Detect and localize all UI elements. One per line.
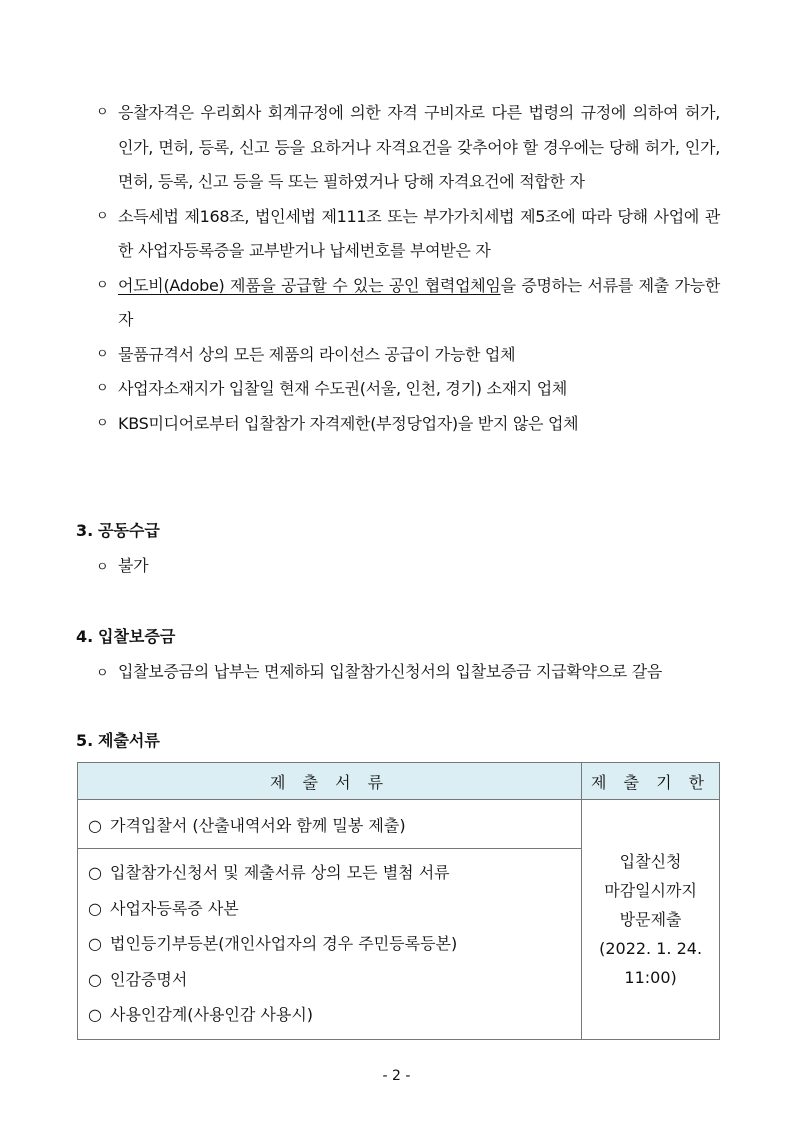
list-item-text: 입찰보증금의 납부는 면제하되 입찰참가신청서의 입찰보증금 지급확약으로 갈음: [118, 662, 663, 681]
bullet-mark: ㅇ: [96, 277, 109, 293]
deadline-line: (2022. 1. 24.: [599, 938, 703, 958]
list-item-text: KBS미디어로부터 입찰참가 자격제한(부정당업자)을 받지 않은 업체: [118, 413, 579, 433]
doc-item: 인감증명서: [110, 969, 188, 989]
bullet-mark: ㅇ: [96, 105, 109, 120]
list-item: [96, 200, 720, 269]
list-item-text: 불가: [118, 556, 149, 575]
qualification-list: [96, 96, 720, 441]
list-item: [96, 269, 720, 338]
deadline-cell: [582, 800, 720, 1040]
list-item-text: 을 증명하는 서류를 제출 가능한자: [118, 275, 720, 329]
list-item: [88, 926, 571, 962]
list-item: [88, 997, 571, 1033]
deadline-line: 11:00): [624, 967, 677, 987]
deadline-line: 마감일시까지: [604, 880, 697, 900]
list-item: [88, 855, 571, 891]
price-bid-cell: [78, 800, 582, 849]
list-item: [88, 962, 571, 998]
bullet-mark: ㅇ: [96, 208, 109, 224]
section-heading: [76, 624, 175, 647]
doc-item: 입찰참가신청서 및 제출서류 상의 모든 별첨 서류: [110, 863, 450, 882]
section-heading: [76, 518, 160, 541]
list-item: [96, 372, 720, 407]
section-title: 제출서류: [98, 731, 160, 750]
circle-mark: ○: [88, 815, 102, 835]
deadline-line: 입찰신청: [619, 851, 682, 871]
underlined-text: 어도비(Adobe) 제품을 공급할 수 있는 공인 협력업체임: [118, 275, 501, 295]
list-item-text: 응찰자격은 우리회사 회계규정에 의한 자격 구비자로 다른 법령의 규정에 의하여 허가, 인가, 면허, 등록, 신고 등을 요하거나 자격요건을 갖추어야 할 경우에는 당해 허가, 인가, 면허, 등록, 신고 등을 득 또는 필하였거나 당해 자격요건에 적합한 자: [118, 103, 720, 191]
documents-table: [77, 762, 720, 1040]
bullet-mark: ㅇ: [96, 415, 109, 431]
list-item: [96, 407, 720, 442]
header-docs: 제 출 서 류: [78, 763, 582, 800]
list-item: [96, 659, 662, 682]
circle-mark: ○: [88, 969, 102, 989]
doc-item: 사용인감계(사용인감 사용시): [110, 1005, 314, 1024]
list-item: [96, 553, 148, 576]
section-number: 4.: [76, 627, 94, 646]
list-item-text: 사업자소재지가 입찰일 현재 수도권(서울, 인천, 경기) 소재지 업체: [118, 379, 568, 398]
list-item: [96, 96, 720, 200]
doc-item: 법인등기부등본(개인사업자의 경우 주민등록등본): [110, 934, 458, 953]
bullet-mark: ㅇ: [96, 381, 109, 396]
table-row: [78, 800, 720, 849]
circle-mark: ○: [88, 863, 102, 882]
doc-item: 사업자등록증 사본: [110, 898, 239, 918]
circle-mark: ○: [88, 1005, 102, 1024]
list-item: [96, 338, 720, 373]
list-item-text: 물품규격서 상의 모든 제품의 라이선스 공급이 가능한 업체: [118, 344, 516, 364]
deadline-line: 방문제출: [619, 909, 682, 929]
doc-item: 가격입찰서 (산출내역서와 함께 밀봉 제출): [110, 815, 406, 835]
circle-mark: ○: [88, 898, 102, 918]
doc-list-cell: [78, 849, 582, 1040]
bullet-mark: ㅇ: [96, 346, 109, 362]
section-heading: [76, 728, 160, 751]
bullet-mark: ㅇ: [96, 666, 109, 681]
section-number: 3.: [76, 521, 94, 540]
table-header-row: [78, 763, 720, 800]
page-number: - 2 -: [382, 1068, 411, 1084]
section-number: 5.: [76, 731, 94, 750]
header-deadline: 제 출 기 한: [582, 763, 720, 800]
section-title: 입찰보증금: [98, 627, 176, 646]
list-item-text: 소득세법 제168조, 법인세법 제111조 또는 부가가치세법 제5조에 따라 당해 사업에 관한 사업자등록증을 교부받거나 납세번호를 부여받은 자: [118, 206, 720, 260]
list-item: [88, 891, 571, 927]
bullet-mark: ㅇ: [96, 560, 109, 575]
section-title: 공동수급: [98, 521, 160, 540]
circle-mark: ○: [88, 934, 102, 953]
